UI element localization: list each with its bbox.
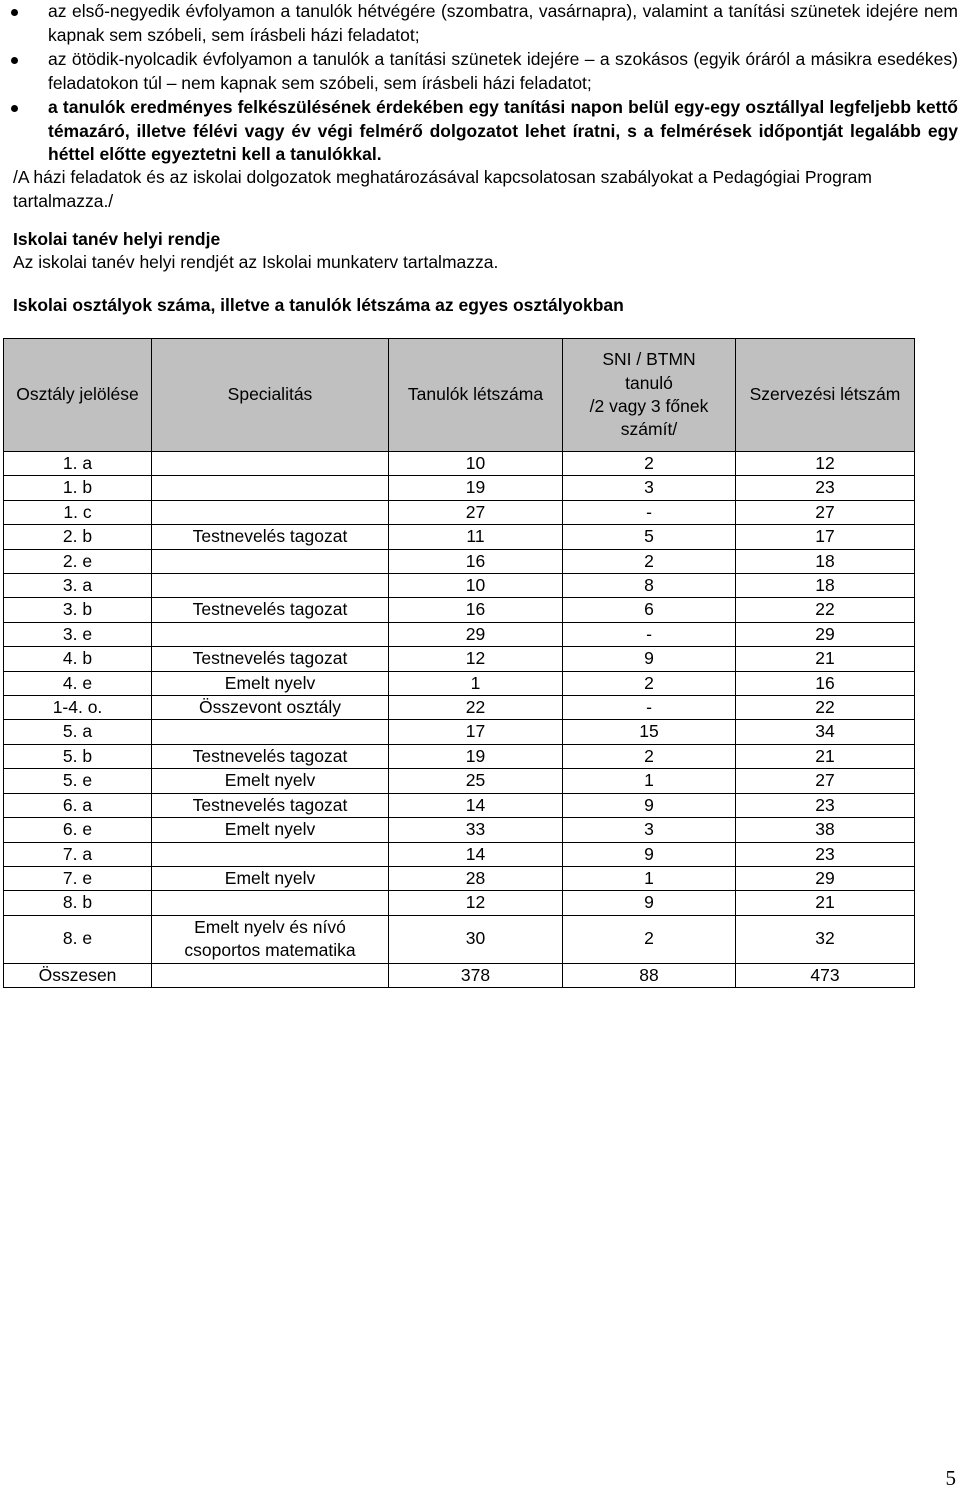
cell-spec (152, 891, 389, 915)
header-sni-line3: /2 vagy 3 főnek számít/ (589, 396, 709, 440)
bullet-dot-icon (11, 105, 18, 112)
cell-sni: 2 (563, 452, 736, 476)
table-row (4, 452, 915, 476)
section-heading-classes: Iskolai osztályok száma, illetve a tanulók létszáma az egyes osztályokban (13, 295, 624, 315)
cell-class: 1. a (4, 452, 152, 476)
cell-sni: 88 (563, 963, 736, 987)
cell-students: 19 (389, 476, 563, 500)
class-size-table (3, 338, 915, 988)
table-row (4, 696, 915, 720)
table-row (4, 647, 915, 671)
bullet-dot-icon (11, 57, 18, 64)
cell-spec (152, 452, 389, 476)
cell-class: 6. a (4, 793, 152, 817)
cell-students: 16 (389, 598, 563, 622)
cell-org: 21 (736, 744, 915, 768)
header-sni-line2: tanuló (625, 372, 673, 393)
cell-org: 32 (736, 915, 915, 963)
cell-students: 14 (389, 842, 563, 866)
cell-sni: 2 (563, 915, 736, 963)
cell-spec: Emelt nyelv (152, 818, 389, 842)
cell-sni: 8 (563, 574, 736, 598)
bullet-dot-icon (11, 9, 18, 16)
cell-class: 2. b (4, 525, 152, 549)
cell-class: 5. e (4, 769, 152, 793)
cell-sni: 3 (563, 818, 736, 842)
header-sni-line1: SNI / BTMN (602, 349, 696, 370)
header-sni (563, 339, 736, 452)
cell-org: 22 (736, 598, 915, 622)
cell-sni: 6 (563, 598, 736, 622)
cell-spec: Testnevelés tagozat (152, 525, 389, 549)
table-row (4, 818, 915, 842)
cell-sni: 2 (563, 744, 736, 768)
cell-students: 22 (389, 696, 563, 720)
cell-spec (152, 963, 389, 987)
cell-sni: 9 (563, 842, 736, 866)
cell-sni: - (563, 696, 736, 720)
bullet-item (48, 48, 958, 95)
table-row (4, 842, 915, 866)
cell-spec: Testnevelés tagozat (152, 793, 389, 817)
cell-sni: 2 (563, 671, 736, 695)
table-row (4, 866, 915, 890)
cell-students: 30 (389, 915, 563, 963)
cell-class: 7. e (4, 866, 152, 890)
table-row (4, 598, 915, 622)
cell-class: 8. b (4, 891, 152, 915)
cell-spec: Emelt nyelv (152, 671, 389, 695)
cell-spec: Emelt nyelv és nívó csoportos matematika (152, 915, 389, 963)
cell-sni: 1 (563, 769, 736, 793)
cell-class: 5. b (4, 744, 152, 768)
table-row (4, 963, 915, 987)
cell-class: 6. e (4, 818, 152, 842)
table-row (4, 744, 915, 768)
bullet-text: az első-negyedik évfolyamon a tanulók hétvégére (szombatra, vasárnapra), valamint a tanítási szünetek idejére nem kapnak sem szóbeli, sem írásbeli házi feladatot; (48, 1, 958, 45)
cell-spec: Összevont osztály (152, 696, 389, 720)
cell-spec: Testnevelés tagozat (152, 744, 389, 768)
cell-org: 29 (736, 622, 915, 646)
cell-students: 1 (389, 671, 563, 695)
cell-org: 23 (736, 476, 915, 500)
cell-class: 1. c (4, 500, 152, 524)
table-row (4, 622, 915, 646)
table-row (4, 525, 915, 549)
cell-spec (152, 720, 389, 744)
cell-org: 23 (736, 793, 915, 817)
cell-students: 12 (389, 647, 563, 671)
cell-org: 27 (736, 769, 915, 793)
cell-class: Összesen (4, 963, 152, 987)
header-specialty: Specialitás (152, 339, 389, 452)
cell-org: 18 (736, 574, 915, 598)
header-org: Szervezési létszám (736, 339, 915, 452)
cell-class: 1-4. o. (4, 696, 152, 720)
table-row (4, 915, 915, 963)
page-number: 5 (945, 1466, 956, 1490)
section-heading-school-year: Iskolai tanév helyi rendje (13, 229, 221, 249)
cell-org: 38 (736, 818, 915, 842)
cell-org: 17 (736, 525, 915, 549)
cell-sni: - (563, 500, 736, 524)
cell-class: 4. e (4, 671, 152, 695)
bullet-list (48, 0, 958, 167)
cell-org: 34 (736, 720, 915, 744)
table-row (4, 500, 915, 524)
cell-class: 8. e (4, 915, 152, 963)
cell-org: 23 (736, 842, 915, 866)
cell-students: 33 (389, 818, 563, 842)
cell-org: 12 (736, 452, 915, 476)
cell-class: 3. a (4, 574, 152, 598)
table-row (4, 720, 915, 744)
cell-class: 3. e (4, 622, 152, 646)
cell-spec (152, 476, 389, 500)
header-students: Tanulók létszáma (389, 339, 563, 452)
cell-org: 27 (736, 500, 915, 524)
cell-sni: 2 (563, 549, 736, 573)
bullet-text: a tanulók eredményes felkészülésének érdekében egy tanítási napon belül egy-egy osztállyal legfeljebb kettő témazáró, illetve félévi vagy év végi felmérő dolgozatot lehet íratni, s a felmérések időpontját legalább egy héttel előtte egyeztetni kell a tanulókkal. (48, 97, 958, 164)
cell-students: 17 (389, 720, 563, 744)
cell-class: 4. b (4, 647, 152, 671)
cell-students: 378 (389, 963, 563, 987)
cell-students: 27 (389, 500, 563, 524)
cell-org: 18 (736, 549, 915, 573)
cell-students: 25 (389, 769, 563, 793)
cell-sni: 5 (563, 525, 736, 549)
cell-sni: 3 (563, 476, 736, 500)
cell-students: 19 (389, 744, 563, 768)
cell-spec (152, 500, 389, 524)
table-row (4, 671, 915, 695)
cell-spec (152, 549, 389, 573)
cell-spec: Testnevelés tagozat (152, 598, 389, 622)
cell-spec (152, 574, 389, 598)
cell-sni: 9 (563, 647, 736, 671)
cell-students: 10 (389, 574, 563, 598)
cell-sni: 9 (563, 793, 736, 817)
cell-spec: Emelt nyelv (152, 769, 389, 793)
cell-students: 11 (389, 525, 563, 549)
cell-class: 5. a (4, 720, 152, 744)
table-row (4, 793, 915, 817)
cell-students: 10 (389, 452, 563, 476)
cell-org: 16 (736, 671, 915, 695)
cell-students: 12 (389, 891, 563, 915)
cell-spec (152, 622, 389, 646)
cell-students: 29 (389, 622, 563, 646)
table-row (4, 476, 915, 500)
cell-org: 473 (736, 963, 915, 987)
cell-sni: 9 (563, 891, 736, 915)
cell-spec (152, 842, 389, 866)
cell-class: 1. b (4, 476, 152, 500)
cell-class: 7. a (4, 842, 152, 866)
cell-students: 16 (389, 549, 563, 573)
cell-org: 22 (736, 696, 915, 720)
cell-spec: Testnevelés tagozat (152, 647, 389, 671)
cell-org: 21 (736, 891, 915, 915)
cell-sni: 15 (563, 720, 736, 744)
table-header-row (4, 339, 915, 452)
table-row (4, 769, 915, 793)
cell-students: 14 (389, 793, 563, 817)
table-row (4, 549, 915, 573)
cell-sni: - (563, 622, 736, 646)
bullet-item (48, 96, 958, 167)
cell-sni: 1 (563, 866, 736, 890)
cell-org: 21 (736, 647, 915, 671)
cell-spec: Emelt nyelv (152, 866, 389, 890)
homework-note: /A házi feladatok és az iskolai dolgozatok meghatározásával kapcsolatosan szabályokat a Pedagógiai Program tartalmazza./ (13, 167, 872, 211)
bullet-item (48, 0, 958, 47)
bullet-text: az ötödik-nyolcadik évfolyamon a tanulók a tanítási szünetek idejére – a szokásos (egyik óráról a másikra esedékes) feladatokon túl – nem kapnak sem szóbeli, sem írásbeli házi feladatot; (48, 49, 958, 93)
table-row (4, 891, 915, 915)
cell-class: 3. b (4, 598, 152, 622)
header-class: Osztály jelölése (4, 339, 152, 452)
cell-students: 28 (389, 866, 563, 890)
table-row (4, 574, 915, 598)
cell-class: 2. e (4, 549, 152, 573)
section-text-school-year: Az iskolai tanév helyi rendjét az Iskolai munkaterv tartalmazza. (13, 252, 499, 272)
cell-org: 29 (736, 866, 915, 890)
